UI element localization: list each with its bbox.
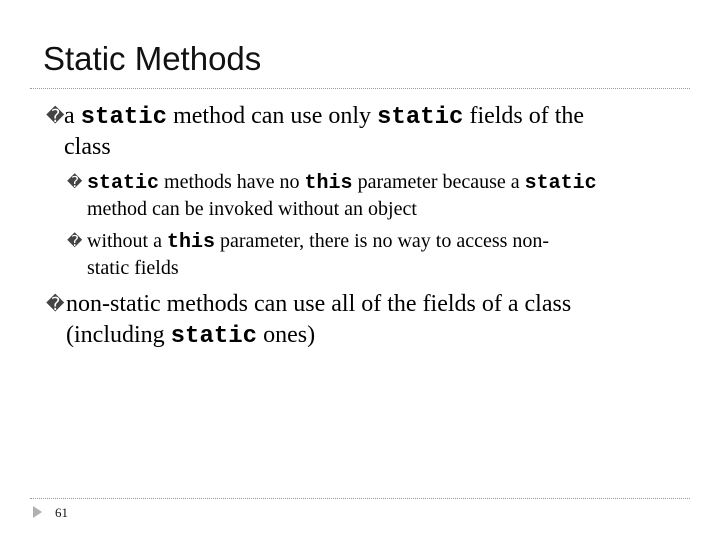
bullet-1-line-2: class bbox=[64, 134, 111, 160]
sub-bullet-1-line-1: static methods have no this parameter because a static bbox=[87, 171, 597, 195]
footer-divider bbox=[30, 498, 690, 499]
bullet-2-line-1: non-static methods can use all of the fields of a class bbox=[66, 291, 572, 317]
page-number: 61 bbox=[55, 505, 68, 520]
sub-bullet-2-line-2: static fields bbox=[87, 257, 179, 279]
bullet-icon: � bbox=[46, 106, 65, 127]
sub-bullet-1-line-2: method can be invoked without an object bbox=[87, 198, 417, 220]
bullet-1-line-1: a static method can use only static fields of the bbox=[64, 103, 585, 131]
sub-bullet-2-line-1: without a this parameter, there is no way to access non- bbox=[87, 230, 550, 254]
sub-bullet-icon: � bbox=[67, 173, 83, 191]
slide-title: Static Methods bbox=[43, 40, 262, 77]
sub-bullet-icon: � bbox=[67, 232, 83, 250]
bullet-icon: � bbox=[46, 294, 65, 315]
title-divider bbox=[30, 88, 690, 89]
slide-arrow-icon bbox=[33, 506, 42, 518]
bullet-2-line-2: (including static ones) bbox=[66, 322, 316, 350]
